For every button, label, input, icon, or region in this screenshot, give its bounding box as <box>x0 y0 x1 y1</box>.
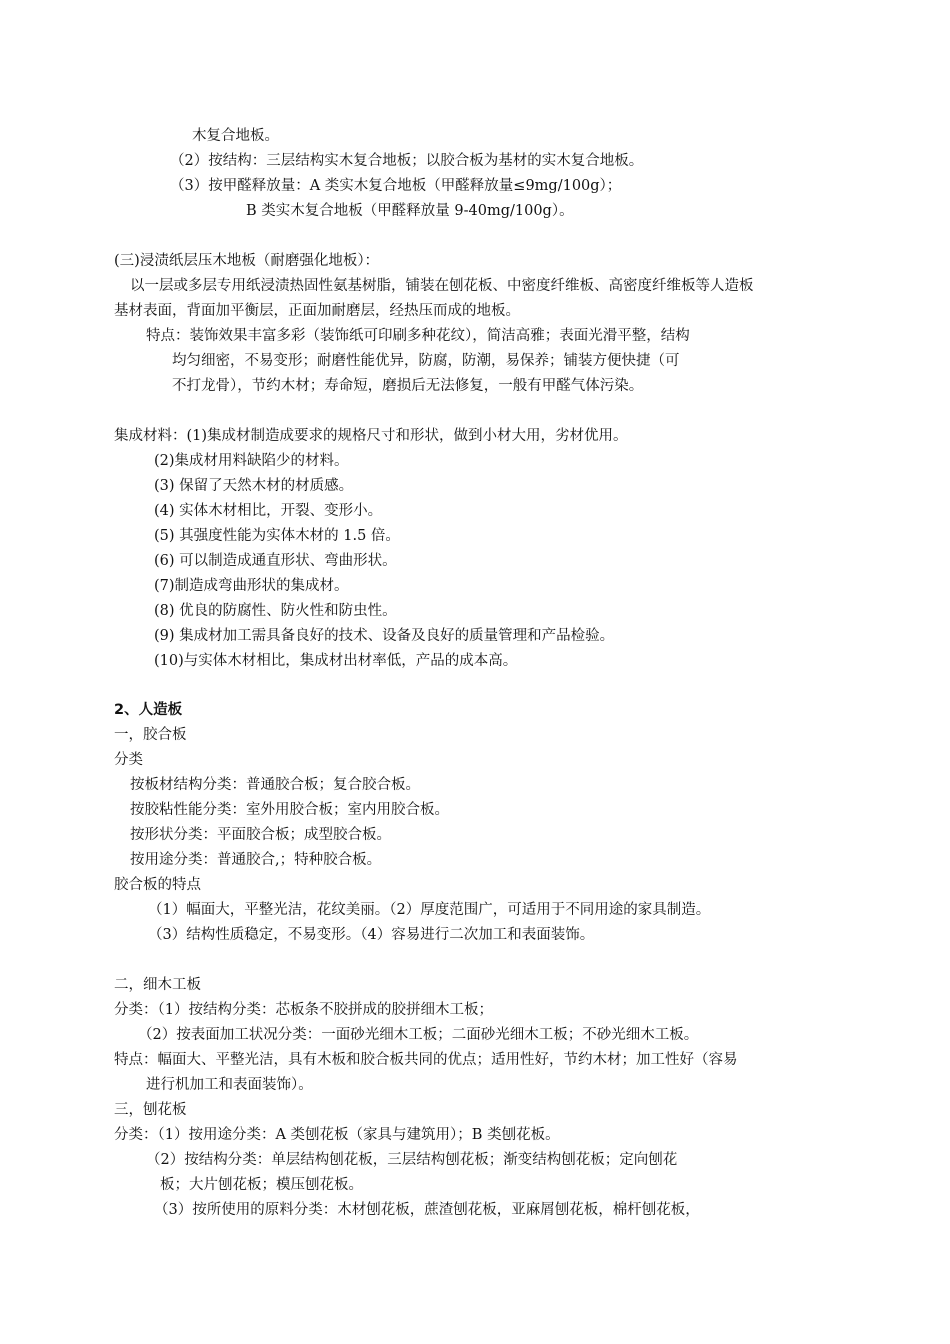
text-line: 胶合板的特点 <box>114 877 201 893</box>
section-title: 2、人造板 <box>114 702 183 718</box>
text-line: （3）按甲醛释放量：A 类实木复合地板（甲醛释放量≤9mg/100g）； <box>170 178 622 194</box>
subsection-heading: 三，刨花板 <box>114 1102 187 1118</box>
text-line: （2）按结构：三层结构实木复合地板；以胶合板为基材的实木复合地板。 <box>170 153 644 169</box>
text-line: （3）结构性质稳定，不易变形。（4）容易进行二次加工和表面装饰。 <box>148 927 595 943</box>
list-item: (8) 优良的防腐性、防火性和防虫性。 <box>154 603 397 619</box>
text-line: 特点：幅面大、平整光洁，具有木板和胶合板共同的优点；适用性好，节约木材；加工性好（容易 <box>114 1052 738 1068</box>
text-line: 分类：（1）按结构分类：芯板条不胶拼成的胶拼细木工板； <box>114 1002 493 1018</box>
list-item: (6) 可以制造成通直形状、弯曲形状。 <box>154 553 397 569</box>
list-item: (5) 其强度性能为实体木材的 1.5 倍。 <box>154 528 400 544</box>
text-line: 木复合地板。 <box>192 128 279 144</box>
text-line: 板；大片刨花板；模压刨花板。 <box>160 1177 363 1193</box>
list-item: (7)制造成弯曲形状的集成材。 <box>154 578 349 594</box>
text-line: 以一层或多层专用纸浸渍热固性氨基树脂，铺装在刨花板、中密度纤维板、高密度纤维板等人造板 <box>130 278 754 294</box>
text-line: 集成材料：(1)集成材制造成要求的规格尺寸和形状，做到小材大用，劣材优用。 <box>114 428 628 444</box>
text-line: 不打龙骨），节约木材；寿命短，磨损后无法修复，一般有甲醛气体污染。 <box>172 378 644 394</box>
text-line: B 类实木复合地板（甲醛释放量 9-40mg/100g）。 <box>246 203 574 219</box>
list-item: (9) 集成材加工需具备良好的技术、设备及良好的质量管理和产品检验。 <box>154 628 615 644</box>
text-line: 基材表面，背面加平衡层，正面加耐磨层，经热压而成的地板。 <box>114 303 520 319</box>
list-item: (10)与实体木材相比，集成材出材率低，产品的成本高。 <box>154 653 518 669</box>
section-heading: (三)浸渍纸层压木地板（耐磨强化地板）： <box>114 253 380 269</box>
text-line: （3）按所使用的原料分类：木材刨花板，蔗渣刨花板，亚麻屑刨花板，棉杆刨花板， <box>154 1202 700 1218</box>
text-line: （2）按结构分类：单层结构刨花板，三层结构刨花板；渐变结构刨花板；定向刨花 <box>146 1152 678 1168</box>
text-line: 分类 <box>114 752 143 768</box>
subsection-heading: 二，细木工板 <box>114 977 201 993</box>
text-line: （1）幅面大，平整光洁，花纹美丽。（2）厚度范围广，可适用于不同用途的家具制造。 <box>148 902 711 918</box>
subsection-heading: 一，胶合板 <box>114 727 187 743</box>
text-line: 按板材结构分类：普通胶合板；复合胶合板。 <box>130 777 420 793</box>
text-line: 均匀细密，不易变形；耐磨性能优异，防腐，防潮，易保养；铺装方便快捷（可 <box>172 353 680 369</box>
list-item: (3) 保留了天然木材的材质感。 <box>154 478 354 494</box>
list-item: (2)集成材用料缺陷少的材料。 <box>154 453 349 469</box>
text-line: 按胶粘性能分类：室外用胶合板；室内用胶合板。 <box>130 802 449 818</box>
text-line: 分类：（1）按用途分类：A 类刨花板（家具与建筑用）；B 类刨花板。 <box>114 1127 560 1143</box>
text-line: 按形状分类：平面胶合板；成型胶合板。 <box>130 827 391 843</box>
list-item: (4) 实体木材相比，开裂、变形小。 <box>154 503 383 519</box>
text-line: 按用途分类：普通胶合,；特种胶合板。 <box>130 852 382 868</box>
text-line: 特点：装饰效果丰富多彩（装饰纸可印刷多种花纹），简洁高雅；表面光滑平整，结构 <box>146 328 690 344</box>
text-line: 进行机加工和表面装饰）。 <box>146 1077 313 1093</box>
text-line: （2）按表面加工状况分类：一面砂光细木工板；二面砂光细木工板；不砂光细木工板。 <box>138 1027 699 1043</box>
